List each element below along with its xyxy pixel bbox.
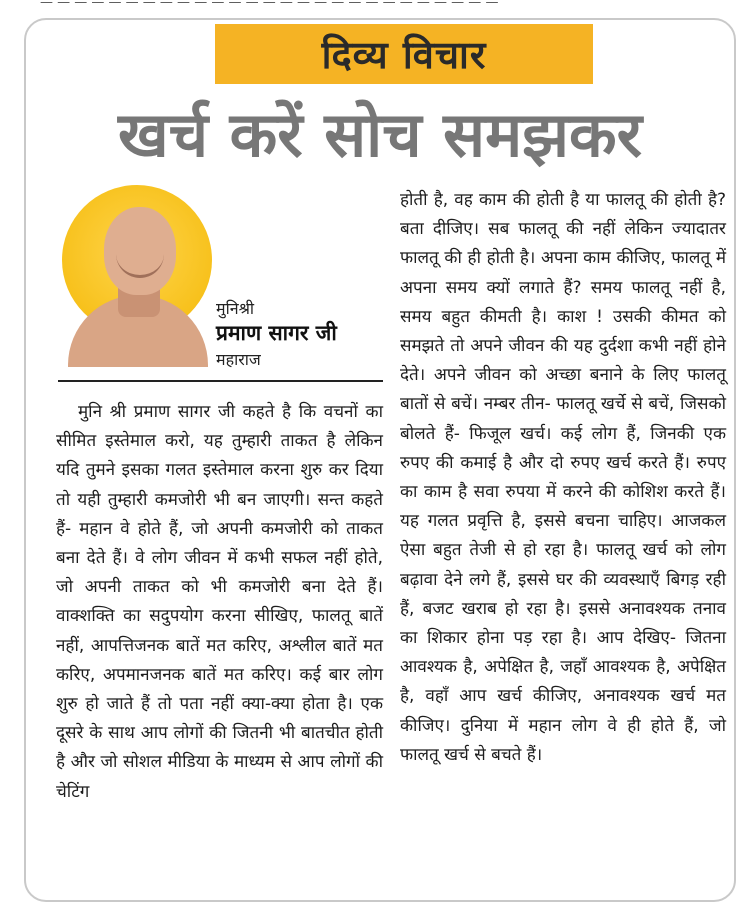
article-right-column: होती है, वह काम की होती है या फालतू की होती है? बता दीजिए। सब फालतू की नहीं लेकिन ज्यादातर फालतू की ही होती है। अपना काम कीजिए, फालतू में अपना समय क्यों लगाते हैं? समय फालतू नहीं है, समय बहुत कीमती है। काश ! उसकी कीमत को समझते तो अपने जीवन की यह दुर्दशा कभी नहीं होने देते। अपने जीवन को अच्छा बनाने के लिए फालतू बातों से बचें। नम्बर तीन- फालतू खर्चे से बचें, जिसको बोलते हैं- फिजूल खर्च। कई लोग हैं, जिनकी एक रुपए की कमाई है और दो रुपए खर्च करते हैं। रुपए का काम है सवा रुपया में करने की कोशिश करते हैं। यह गलत प्रवृत्ति है, इससे बचना चाहिए। आजकल ऐसा बहुत तेजी से हो रहा है। फालतू खर्च को लोग बढ़ावा देने लगे हैं, इससे घर की व्यवस्थाएँ बिगड़ रही हैं, बजट खराब हो रहा है। इससे अनावश्यक तनाव का शिकार होना पड़ रहा है। आप देखिए- जितना आवश्यक है, अपेक्षित है, जहाँ आवश्यक है, अपेक्षित है, वहाँ आप खर्च कीजिए, अनावश्यक खर्च मत कीजिए। दुनिया में महान लोग वे ही होते हैं, जो फालतू खर्च से बचते हैं। [400, 190, 726, 765]
caption-prefix: मुनिश्री [216, 299, 255, 318]
author-photo [58, 185, 208, 367]
section-title: दिव्य विचार [321, 33, 487, 77]
previous-article-strip: — — — — — — — — — — — — — — — — — — — — — — — — — — — [40, 0, 499, 10]
caption-suffix: महाराज [216, 350, 261, 369]
article-left-column: मुनि श्री प्रमाण सागर जी कहते है कि वचनों का सीमित इस्तेमाल करो, यह तुम्हारी ताकत है लेकिन यदि तुमने इसका गलत इस्तेमाल करना शुरु कर दिया तो यही तुम्हारी कमजोरी भी बन जाएगी। सन्त कहते हैं- महान वे होते हैं, जो अपनी कमजोरी को ताकत बना देते हैं। वे लोग जीवन में कभी सफल नहीं होते, जो अपनी ताकत को भी कमजोरी बना देते हैं। वाक्शक्ति का सदुपयोग करना सीखिए, फालतू बातें नहीं, आपत्तिजनक बातें मत करिए, अश्लील बातें मत करिए, अपमानजनक बातें मत करिए। कई बार लोग शुरु हो जाते हैं तो पता नहीं क्या-क्या होता है। एक दूसरे के साथ आप लोगों की जितनी भी बातचीत होती है और जो सोशल मीडिया के माध्यम से आप लोगों की चेटिंग [56, 402, 383, 802]
article-card [24, 18, 736, 902]
article-headline: खर्च करें सोच समझकर [118, 98, 642, 171]
caption-divider [58, 380, 383, 382]
caption-name: प्रमाण सागर जी [216, 321, 337, 345]
section-banner [215, 24, 593, 84]
